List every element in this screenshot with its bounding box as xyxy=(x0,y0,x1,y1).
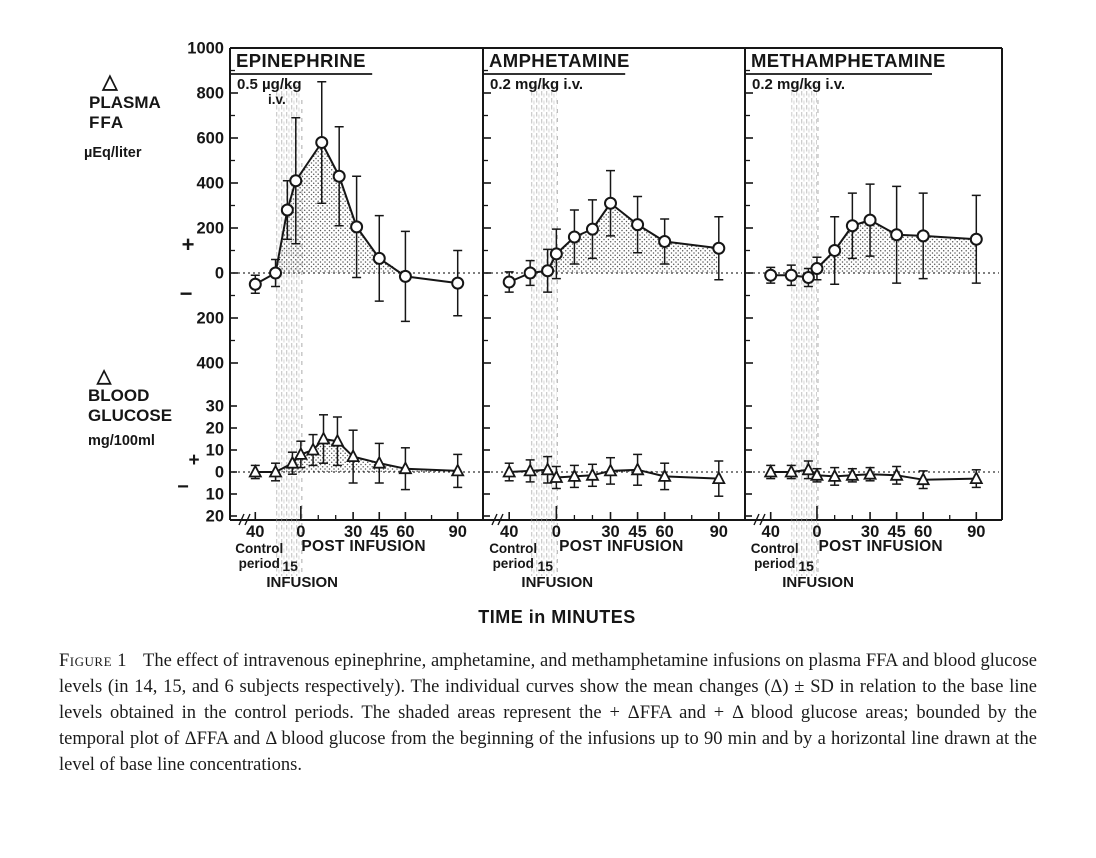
data-point-circle xyxy=(452,278,463,289)
figure-caption-label: Figure 1 xyxy=(59,651,128,671)
svg-text:Control: Control xyxy=(489,541,538,556)
svg-text:GLUCOSE: GLUCOSE xyxy=(88,406,173,425)
data-point-circle xyxy=(605,198,616,209)
svg-text:PLASMA: PLASMA xyxy=(89,93,161,112)
glucose-axis-labels xyxy=(88,366,224,526)
infusion-band xyxy=(791,85,817,576)
x-axis-title: TIME in MINUTES xyxy=(478,607,636,627)
svg-text:400: 400 xyxy=(196,354,224,373)
svg-text:POST INFUSION: POST INFUSION xyxy=(301,538,426,555)
data-point-circle xyxy=(374,253,385,264)
panel-dose: 0.5 µg/kg xyxy=(237,76,302,93)
data-point-circle xyxy=(765,270,776,281)
svg-text:30: 30 xyxy=(343,523,363,541)
delta-symbol: △ xyxy=(102,71,118,93)
svg-text:period: period xyxy=(492,556,534,571)
svg-text:40: 40 xyxy=(246,523,265,541)
data-point-circle xyxy=(971,234,982,245)
svg-text:20: 20 xyxy=(205,507,224,526)
data-point-circle xyxy=(811,263,822,274)
svg-text:800: 800 xyxy=(196,84,224,103)
shaded-area xyxy=(276,143,458,274)
data-point-circle xyxy=(847,220,858,231)
data-point-circle xyxy=(587,224,598,235)
data-point-circle xyxy=(918,230,929,241)
svg-text:INFUSION: INFUSION xyxy=(521,574,594,591)
data-point-circle xyxy=(632,219,643,230)
svg-text:INFUSION: INFUSION xyxy=(266,574,339,591)
svg-text:45: 45 xyxy=(628,523,647,541)
svg-text:60: 60 xyxy=(396,523,415,541)
svg-text:period: period xyxy=(238,556,280,571)
data-point-triangle xyxy=(318,433,329,444)
svg-text:400: 400 xyxy=(196,174,224,193)
data-point-circle xyxy=(250,279,261,290)
panel-dose: 0.2 mg/kg i.v. xyxy=(752,76,846,93)
panel-dose: 0.2 mg/kg i.v. xyxy=(490,76,584,93)
svg-text:40: 40 xyxy=(500,523,519,541)
svg-text:15: 15 xyxy=(537,558,554,574)
svg-text:POST INFUSION: POST INFUSION xyxy=(818,538,943,555)
svg-text:mg/100ml: mg/100ml xyxy=(88,433,155,449)
svg-text:200: 200 xyxy=(196,309,224,328)
data-point-circle xyxy=(829,245,840,256)
svg-text:60: 60 xyxy=(914,523,933,541)
svg-text:45: 45 xyxy=(370,523,389,541)
svg-text:200: 200 xyxy=(196,219,224,238)
svg-text:Control: Control xyxy=(750,541,799,556)
svg-text:POST INFUSION: POST INFUSION xyxy=(559,538,684,555)
svg-text:10: 10 xyxy=(205,441,224,460)
svg-text:90: 90 xyxy=(448,523,467,541)
svg-text:period: period xyxy=(754,556,796,571)
svg-text:15: 15 xyxy=(798,558,814,574)
data-point-circle xyxy=(659,236,670,247)
data-point-circle xyxy=(290,175,301,186)
svg-text:+: + xyxy=(188,450,200,471)
ffa-axis-labels xyxy=(84,40,224,373)
svg-text:10: 10 xyxy=(205,485,224,504)
svg-text:600: 600 xyxy=(196,129,224,148)
infusion-band xyxy=(530,85,556,576)
data-point-circle xyxy=(316,137,327,148)
data-point-circle xyxy=(525,268,536,279)
data-point-circle xyxy=(270,268,281,279)
svg-text:45: 45 xyxy=(887,523,906,541)
figure-caption xyxy=(59,648,1037,778)
data-point-circle xyxy=(334,171,345,182)
data-point-circle xyxy=(803,272,814,283)
svg-text:+: + xyxy=(181,232,195,257)
svg-text:µEq/liter: µEq/liter xyxy=(84,145,142,161)
panel-title: AMPHETAMINE xyxy=(489,50,630,71)
svg-text:0: 0 xyxy=(214,463,224,482)
svg-text:30: 30 xyxy=(860,523,880,541)
svg-text:−: − xyxy=(179,281,193,306)
svg-text:0: 0 xyxy=(296,523,306,541)
svg-text:Control: Control xyxy=(235,541,284,556)
x-axis-methamphetamine xyxy=(751,506,986,591)
svg-text:90: 90 xyxy=(709,523,728,541)
svg-text:40: 40 xyxy=(761,523,780,541)
svg-text:0: 0 xyxy=(551,523,561,541)
infusion-band xyxy=(276,85,301,576)
svg-text:BLOOD: BLOOD xyxy=(88,386,150,405)
data-point-circle xyxy=(865,215,876,226)
delta-symbol: △ xyxy=(96,366,112,387)
svg-text:30: 30 xyxy=(205,397,224,416)
svg-text:0: 0 xyxy=(812,523,822,541)
data-point-circle xyxy=(551,248,562,259)
panel-title: METHAMPHETAMINE xyxy=(751,50,946,71)
data-point-circle xyxy=(713,243,724,254)
data-point-circle xyxy=(282,205,293,216)
data-point-circle xyxy=(569,232,580,243)
data-point-circle xyxy=(786,270,797,281)
svg-text:INFUSION: INFUSION xyxy=(782,574,854,591)
panel-dose-route: i.v. xyxy=(268,92,286,107)
svg-text:FFA: FFA xyxy=(89,113,125,132)
data-point-circle xyxy=(542,265,553,276)
data-point-circle xyxy=(891,229,902,240)
svg-text:90: 90 xyxy=(967,523,986,541)
svg-text:60: 60 xyxy=(655,523,674,541)
panel-title: EPINEPHRINE xyxy=(236,50,366,71)
figure-caption-text: The effect of intravenous epinephrine, amphetamine, and methamphetamine infusions on plasma FFA and blood glucose levels (in 14, 15, and 6 subjects respectively). The individual curves show the mean changes (Δ) ± SD in relation to the base line levels obtained in the control periods. The shaded areas represent the + ΔFFA and + Δ blood glucose areas; bounded by the temporal plot of ΔFFA and Δ blood glucose from the beginning of the infusions up to 90 min and by a horizontal line drawn at the level of base line concentrations. xyxy=(59,651,1037,775)
svg-text:20: 20 xyxy=(205,419,224,438)
x-axis-amphetamine xyxy=(489,506,728,591)
svg-text:15: 15 xyxy=(282,558,298,574)
data-point-circle xyxy=(351,221,362,232)
panel-amphetamine xyxy=(483,48,742,591)
panel-epinephrine xyxy=(230,48,480,591)
data-point-circle xyxy=(504,277,515,288)
data-point-circle xyxy=(400,271,411,282)
svg-text:1000: 1000 xyxy=(187,39,224,58)
svg-text:30: 30 xyxy=(601,523,620,541)
panel-methamphetamine xyxy=(745,48,999,591)
svg-text:0: 0 xyxy=(214,264,224,283)
x-axis-epinephrine xyxy=(235,506,467,591)
svg-text:−: − xyxy=(177,476,189,498)
